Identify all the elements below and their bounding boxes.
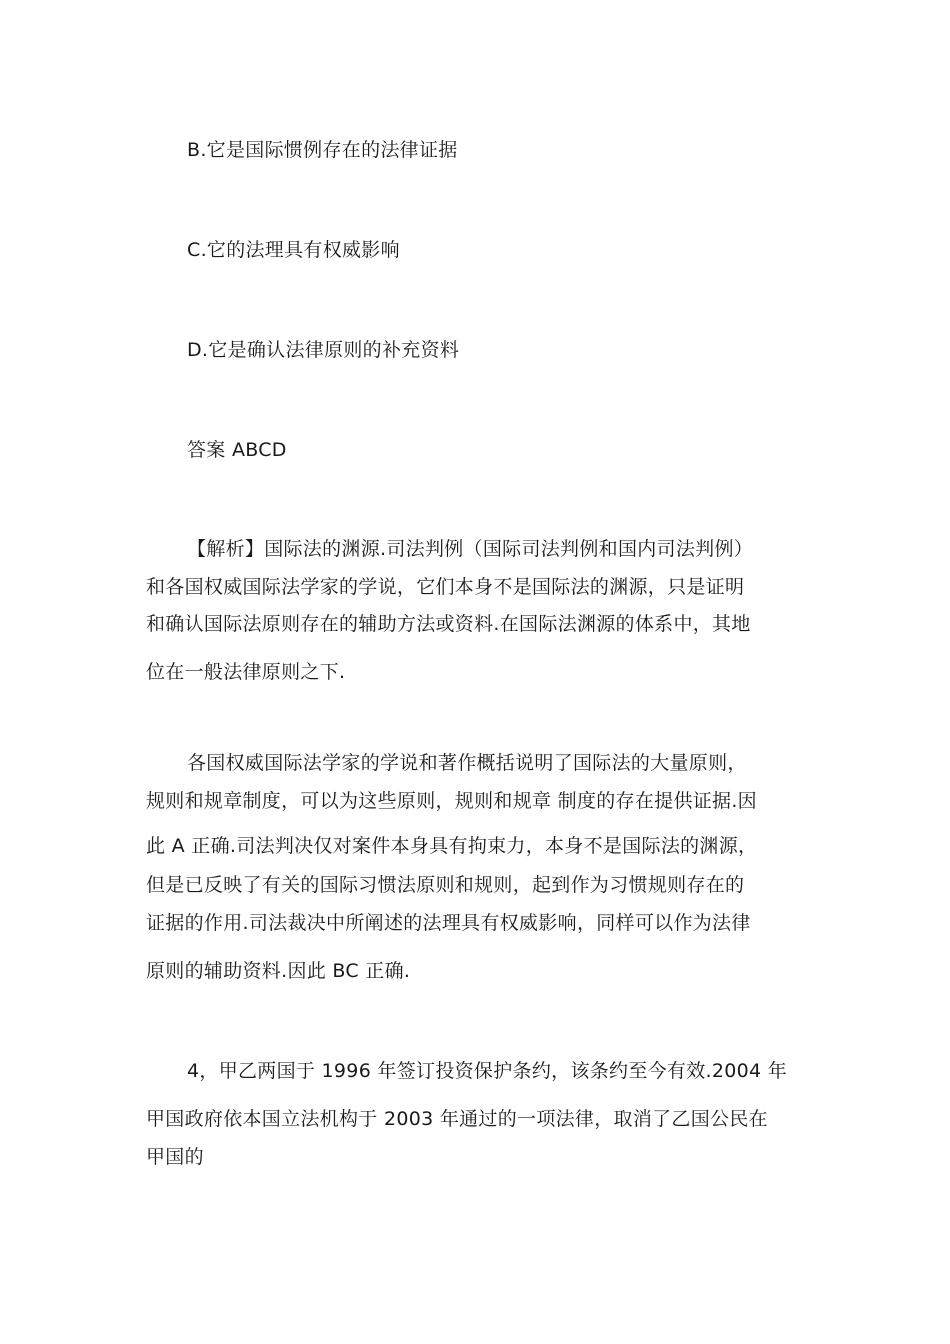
paragraph-line: 证据的作用.司法裁决中所阐述的法理具有权威影响，同样可以作为法律 (146, 912, 751, 934)
paragraph-line: 甲国政府依本国立法机构于 2003 年通过的一项法律，取消了乙国公民在 (146, 1108, 768, 1130)
paragraph-line: 规则和规章制度，可以为这些原则，规则和规章 制度的存在提供证据.因 (146, 790, 757, 812)
paragraph-line: 4，甲乙两国于 1996 年签订投资保护条约，该条约至今有效.2004 年 (187, 1060, 788, 1082)
paragraph-line: 此 A 正确.司法判决仅对案件本身具有拘束力，本身不是国际法的渊源， (146, 835, 758, 857)
answer-text: 答案 ABCD (187, 439, 287, 461)
paragraph-line: 甲国的 (146, 1146, 204, 1168)
option-b: B.它是国际惯例存在的法律证据 (187, 139, 458, 161)
paragraph-line: 和确认国际法原则存在的辅助方法或资料.在国际法渊源的体系中，其地 (146, 613, 751, 635)
paragraph-line: 【解析】国际法的渊源.司法判例（国际司法判例和国内司法判例） (187, 538, 754, 560)
paragraph-line: 原则的辅助资料.因此 BC 正确. (146, 960, 411, 982)
option-d: D.它是确认法律原则的补充资料 (187, 339, 460, 361)
paragraph-line: 各国权威国际法学家的学说和著作概括说明了国际法的大量原则， (187, 752, 747, 774)
option-c: C.它的法理具有权威影响 (187, 239, 400, 261)
paragraph-line: 和各国权威国际法学家的学说，它们本身不是国际法的渊源，只是证明 (146, 576, 745, 598)
paragraph-line: 但是已反映了有关的国际习惯法原则和规则，起到作为习惯规则存在的 (146, 874, 745, 896)
paragraph-line: 位在一般法律原则之下. (146, 661, 346, 683)
